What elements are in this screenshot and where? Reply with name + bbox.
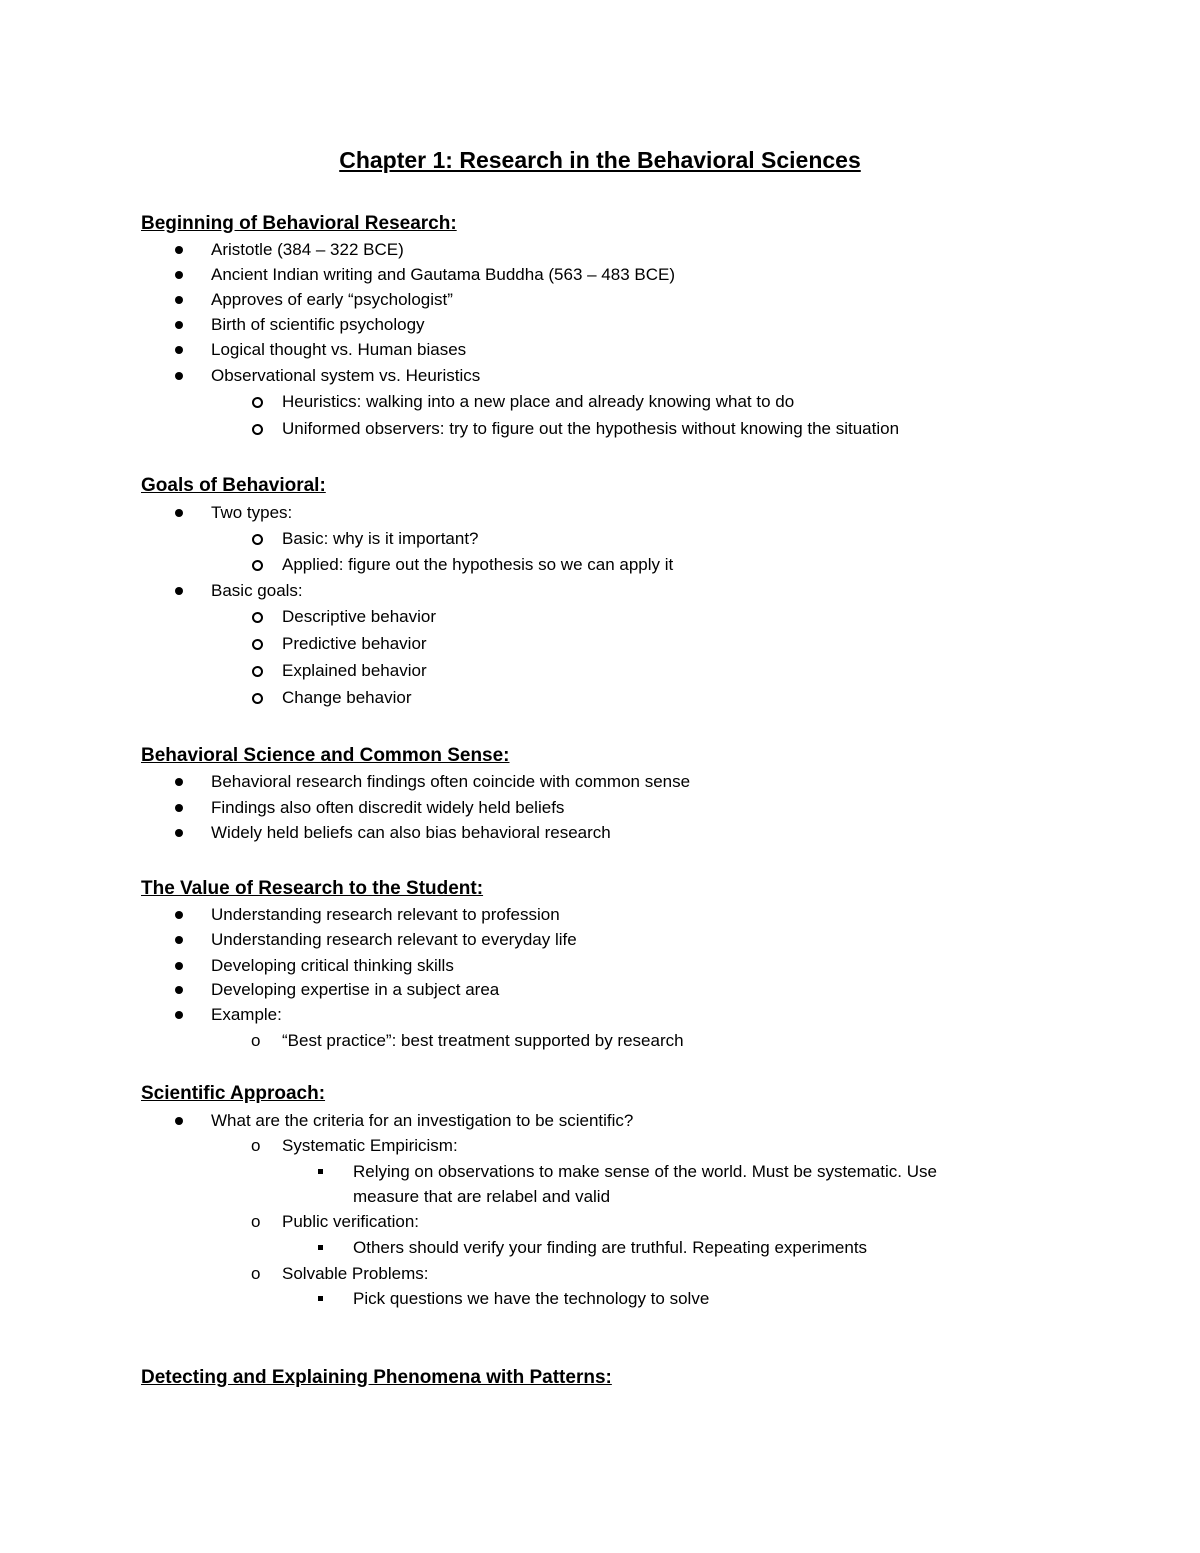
sub-list-item: Change behavior xyxy=(282,687,411,709)
square-bullet-icon xyxy=(318,1169,323,1174)
sub-list-item: Basic: why is it important? xyxy=(282,528,479,550)
list-item: Observational system vs. Heuristics xyxy=(211,365,480,387)
list-item: Example: xyxy=(211,1004,282,1026)
section-heading: Behavioral Science and Common Sense: xyxy=(141,745,510,766)
sub-list-item: Heuristics: walking into a new place and already knowing what to do xyxy=(282,391,794,413)
letter-o-bullet-icon: o xyxy=(251,1031,261,1050)
filled-bullet-icon xyxy=(175,296,183,304)
filled-bullet-icon xyxy=(175,346,183,354)
filled-bullet-icon xyxy=(175,587,183,595)
filled-bullet-icon xyxy=(175,509,183,517)
sub-list-item: Applied: figure out the hypothesis so we can apply it xyxy=(282,554,673,576)
sub-sub-list-item: Pick questions we have the technology to solve xyxy=(353,1288,709,1310)
ring-bullet-icon xyxy=(252,666,263,677)
sub-list-item: o Systematic Empiricism: xyxy=(251,1136,458,1155)
sub-sub-list-item: Relying on observations to make sense of the world. Must be systematic. Use xyxy=(353,1161,937,1183)
letter-o-bullet-icon: o xyxy=(251,1212,261,1231)
page-title: Chapter 1: Research in the Behavioral Sciences xyxy=(339,147,861,173)
ring-bullet-icon xyxy=(252,397,263,408)
sub-list-item: Uniformed observers: try to figure out the hypothesis without knowing the situation xyxy=(282,418,899,440)
ring-bullet-icon xyxy=(252,534,263,545)
filled-bullet-icon xyxy=(175,1117,183,1125)
filled-bullet-icon xyxy=(175,271,183,279)
list-item: Logical thought vs. Human biases xyxy=(211,339,466,361)
sub-sub-list-item: Others should verify your finding are truthful. Repeating experiments xyxy=(353,1237,867,1259)
filled-bullet-icon xyxy=(175,911,183,919)
filled-bullet-icon xyxy=(175,1011,183,1019)
filled-bullet-icon xyxy=(175,829,183,837)
ring-bullet-icon xyxy=(252,560,263,571)
letter-o-bullet-icon: o xyxy=(251,1136,261,1155)
list-item: Aristotle (384 – 322 BCE) xyxy=(211,239,404,261)
list-item: Understanding research relevant to everyday life xyxy=(211,929,577,951)
sub-list-item: o Solvable Problems: xyxy=(251,1264,429,1283)
list-item: Basic goals: xyxy=(211,580,303,602)
list-item-continuation: measure that are relabel and valid xyxy=(353,1187,611,1206)
list-item: Birth of scientific psychology xyxy=(211,314,425,336)
filled-bullet-icon xyxy=(175,372,183,380)
list-item: What are the criteria for an investigation to be scientific? xyxy=(211,1110,633,1132)
ring-bullet-icon xyxy=(252,693,263,704)
section-heading: Beginning of Behavioral Research: xyxy=(141,213,457,234)
list-item: Ancient Indian writing and Gautama Buddha (563 – 483 BCE) xyxy=(211,264,675,286)
filled-bullet-icon xyxy=(175,986,183,994)
filled-bullet-icon xyxy=(175,962,183,970)
section-heading: The Value of Research to the Student: xyxy=(141,878,484,899)
square-bullet-icon xyxy=(318,1296,323,1301)
section-heading: Goals of Behavioral: xyxy=(141,475,326,496)
sub-list-item: Explained behavior xyxy=(282,660,427,682)
list-item: Widely held beliefs can also bias behavioral research xyxy=(211,822,611,844)
section-heading: Detecting and Explaining Phenomena with Patterns: xyxy=(141,1367,612,1388)
sub-list-item: o Public verification: xyxy=(251,1212,420,1231)
sub-list-item: o “Best practice”: best treatment supported by research xyxy=(251,1031,684,1050)
sub-list-item: Predictive behavior xyxy=(282,633,427,655)
list-item: Behavioral research findings often coincide with common sense xyxy=(211,771,690,793)
list-item: Two types: xyxy=(211,502,292,524)
square-bullet-icon xyxy=(318,1245,323,1250)
filled-bullet-icon xyxy=(175,936,183,944)
filled-bullet-icon xyxy=(175,778,183,786)
filled-bullet-icon xyxy=(175,804,183,812)
list-item: Developing critical thinking skills xyxy=(211,955,454,977)
ring-bullet-icon xyxy=(252,612,263,623)
section-heading: Scientific Approach: xyxy=(141,1083,326,1104)
ring-bullet-icon xyxy=(252,424,263,435)
filled-bullet-icon xyxy=(175,321,183,329)
ring-bullet-icon xyxy=(252,639,263,650)
filled-bullet-icon xyxy=(175,246,183,254)
letter-o-bullet-icon: o xyxy=(251,1264,261,1283)
list-item: Understanding research relevant to profession xyxy=(211,904,560,926)
sub-list-item: Descriptive behavior xyxy=(282,606,436,628)
list-item: Developing expertise in a subject area xyxy=(211,979,499,1001)
list-item: Approves of early “psychologist” xyxy=(211,289,453,311)
list-item: Findings also often discredit widely held beliefs xyxy=(211,797,564,819)
